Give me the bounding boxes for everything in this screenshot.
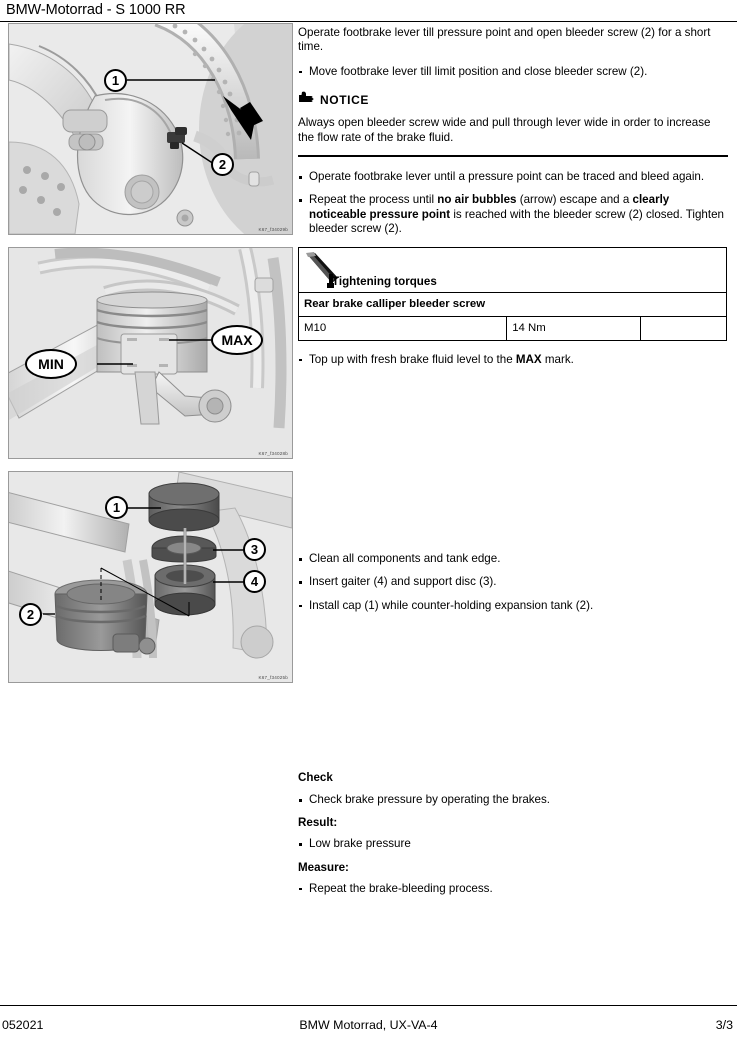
repeat-part-4-bold: clearly noticeable pressure point [309, 193, 670, 221]
figure-3-callout-1: 1 [105, 496, 128, 519]
torque-table-subtitle: Rear brake calliper bleeder screw [299, 292, 727, 316]
figure-rear-brake-calliper [8, 23, 293, 235]
bullet-move-lever: Move footbrake lever till limit position and close bleeder screw (2). [298, 65, 728, 79]
bullet-operate-lever-text: Operate footbrake lever until a pressure point can be traced and bleed again. [309, 170, 705, 184]
bullet-list-assembly [298, 552, 728, 613]
bullet-low-brake-pressure: Low brake pressure [298, 837, 728, 851]
notice-divider [298, 155, 728, 157]
repeat-part-5: is reached with the bleeder screw (2) closed. Tighten bleeder screw (2). [309, 207, 724, 236]
figure-2-callout-max: MAX [211, 325, 263, 355]
check-section [298, 771, 728, 896]
page-footer [0, 1018, 737, 1038]
notice-text: Always open bleeder screw wide and pull through lever wide in order to increase the flow rate of the brake fluid. [298, 116, 711, 144]
bullet-insert-gaiter: Insert gaiter (4) and support disc (3). [298, 575, 728, 589]
pointing-hand-icon [298, 91, 315, 109]
bullet-check-brake-pressure: Check brake pressure by operating the brakes. [298, 793, 728, 807]
footer-page-number: 3/3 [715, 1018, 733, 1032]
assembly-instructions-block [298, 552, 728, 623]
torque-table-title: Tightening torques [332, 274, 437, 288]
bullet-repeat-process [298, 193, 728, 236]
bullet-top-up [298, 353, 728, 367]
figure-2-callout-min: MIN [25, 349, 77, 379]
figure-1-callout-1: 1 [104, 69, 127, 92]
page-header [0, 0, 737, 22]
top-up-part-2-bold: MAX [515, 352, 542, 366]
bullet-list-move-lever [298, 65, 728, 79]
bullet-install-cap: Install cap (1) while counter-holding expansion tank (2). [298, 599, 728, 613]
notice-header [298, 91, 728, 109]
top-up-part-3: mark. [541, 352, 574, 366]
torque-extra-cell [640, 316, 726, 340]
figure-2-code: K67_f34028b [258, 451, 288, 456]
footer-center-text: BMW Motorrad, UX-VA-4 [299, 1018, 438, 1032]
tightening-torques-table [298, 247, 727, 341]
repeat-part-2-bold: no air bubbles [437, 193, 517, 207]
top-up-part-1: Top up with fresh brake fluid level to the [309, 352, 516, 366]
figure-3-callout-4: 4 [243, 570, 266, 593]
torque-thread-cell: M10 [299, 316, 507, 340]
bullet-list-bleeding [298, 170, 728, 237]
torque-value-cell: 14 Nm [507, 316, 641, 340]
footer-date: 052021 [2, 1018, 44, 1032]
figure-1-artwork [9, 24, 292, 234]
measure-label: Measure: [298, 860, 349, 874]
figure-3-code: K67_f34025b [258, 675, 288, 680]
footer-divider [0, 1005, 737, 1006]
torque-table-value-row [299, 316, 727, 340]
bullet-clean-components: Clean all components and tank edge. [298, 552, 728, 566]
notice-label: NOTICE [320, 93, 369, 108]
intro-paragraph: Operate footbrake lever till pressure point and open bleeder screw (2) for a short time. [298, 26, 711, 54]
torque-table-subtitle-row [299, 292, 727, 316]
page-title: BMW-Motorrad - S 1000 RR [6, 2, 186, 18]
figure-1-code: K67_f34029b [258, 227, 288, 232]
bullet-repeat-bleeding: Repeat the brake-bleeding process. [298, 882, 728, 896]
instructions-block-top [298, 26, 728, 377]
figure-1-callout-2: 2 [211, 153, 234, 176]
torque-table-title-row [299, 247, 727, 292]
bullet-list-top-up [298, 353, 728, 367]
figure-3-callout-3: 3 [243, 538, 266, 561]
header-divider [0, 21, 737, 22]
repeat-part-3: (arrow) escape and a [516, 193, 633, 207]
repeat-part-1: Repeat the process until [309, 193, 438, 207]
bullet-operate-lever [298, 170, 728, 184]
figure-cap-assembly [8, 471, 293, 683]
torque-table-title-cell [299, 247, 727, 292]
figure-expansion-tank-level [8, 247, 293, 459]
check-heading: Check [298, 771, 333, 784]
result-label: Result: [298, 816, 338, 830]
figure-3-callout-2: 2 [19, 603, 42, 626]
figure-column [8, 23, 293, 683]
